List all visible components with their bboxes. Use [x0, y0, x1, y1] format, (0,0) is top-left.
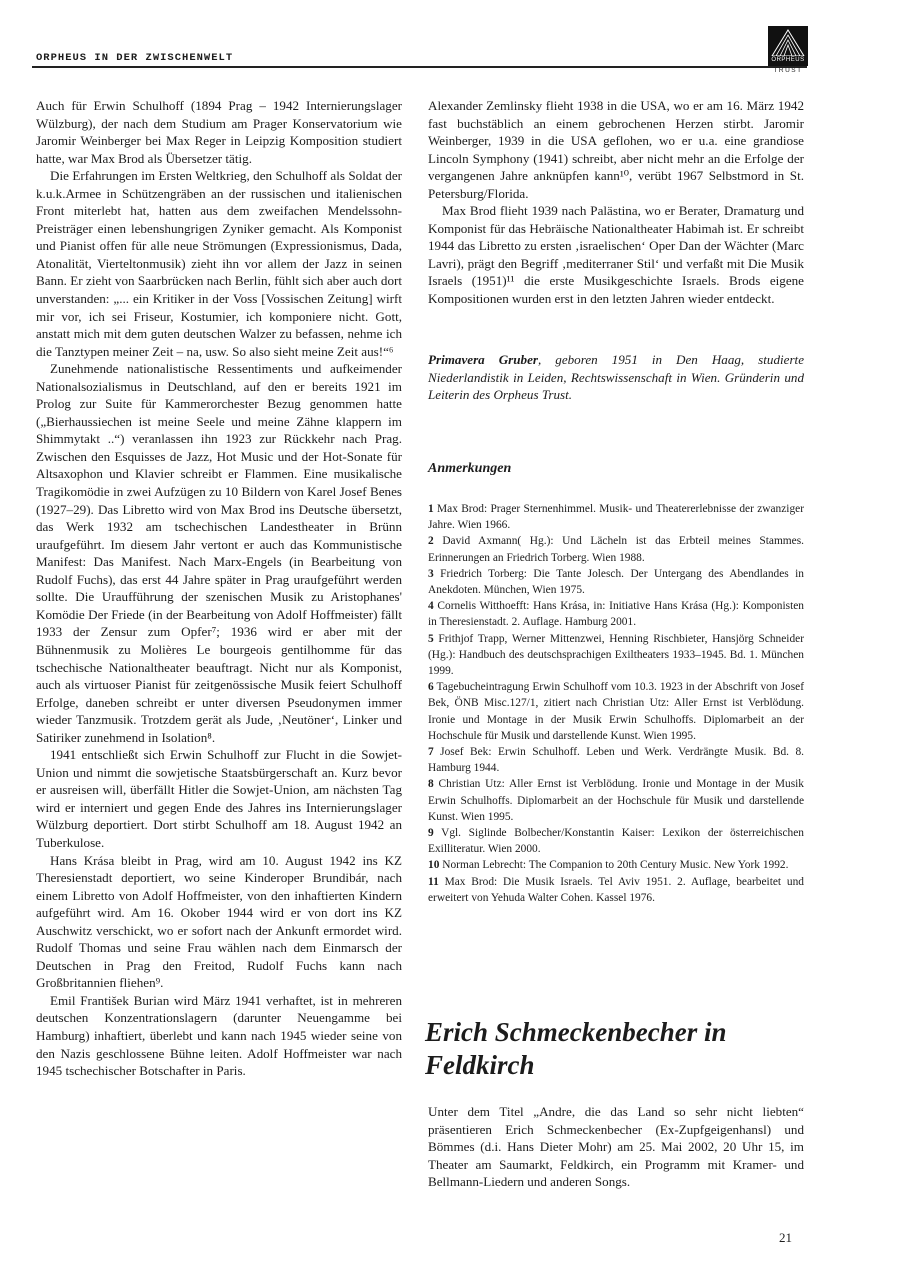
note-text: Frithjof Trapp, Werner Mittenzwei, Henning Rischbieter, Hansjörg Schneider (Hg.): Handbuch des deutschsprachigen Exiltheaters 1933–1945. Bd. 1. München 1999. [428, 632, 804, 678]
note-item [428, 825, 804, 857]
note-number: 2 [428, 535, 434, 548]
left-column [36, 97, 402, 1080]
note-text: Cornelis Witthoefft: Hans Krása, in: Initiative Hans Krása (Hg.): Komponisten in Theresienstadt. 2. Auflage. Hamburg 2001. [428, 600, 804, 629]
author-bio: , geboren 1951 in Den Haag, studierte Niederlandistik in Leiden, Rechtswissenschaft in Wien. Gründerin und Leiterin des Orpheus Trust. [428, 352, 805, 403]
paragraph: Zunehmende nationalistische Ressentiments und aufkeimender Nationalsozialismus in Deutschland, auf den er bereits 1921 im Prolog zur Suite für Kammerorchester Bezug genommen hatte („Bierhaussiechen ist meine Seele und meine Zähne klappern im Shimmytakt ..“) veranlassen ihn 1923 zur Rückkehr nach Prag. Zwischen den Esquisses de Jazz, Hot Music und der Hot-Sonate für Altsaxophon und Klavier schreibt er Flammen. Eine musikalische Tragikomödie in zwei Aufzügen zu 10 Bildern von Karel Josef Benes (1927–29). Das Libretto wird von Max Brod ins Deutsche übersetzt, das Werk 1932 am tschechischen Landestheater in Brünn uraufgeführt. Im diesem Jahr vertont er auch das Kommunistische Manifest: Das Manifest. Nach Marx-Engels (in Bearbeitung von Rudolf Fuchs), das erst 44 Jahre später in Prag uraufgeführt werden sollte. Die Uraufführung der szenischen Musik zu Aristophanes' Komödie Der Friede (in der Bearbeitung von Adolf Hoffmeister) fällt 1933 der Zensur zum Opfer⁷; 1936 wird er aber mit der Bühnenmusik zu Molières Le bourgeois gentilhomme für das tschechische Nationaltheater beauftragt. Nicht nur als Komponist, auch als virtuoser Pianist für zeitgenössische Musik feiert Schulhoff Erfolge, daneben schreibt er unter diversen Pseudonymen immer wieder Tanzmusik. Trotzdem gerät als Jude, ‚Neutöner‘, Linker und Satiriker zunehmend in Isolation⁸. [36, 361, 402, 745]
note-text: Tagebucheintragung Erwin Schulhoff vom 10.3. 1923 in der Abschrift von Josef Bek, ÖNB Misc.127/1, zitiert nach Christian Utz: Aller Ernst ist Verblödung. Ironie und Montage in der Musik Erwin Schulhoffs. Diplomarbeit an der Hochschule für Musik und darstellende Kunst. Wien 1995. [428, 681, 804, 742]
note-item [428, 501, 804, 533]
note-number: 3 [428, 567, 434, 580]
paragraph: Max Brod flieht 1939 nach Palästina, wo er Berater, Dramaturg und Komponist für das Hebräische Nationaltheater Habimah ist. Er schreibt 1944 das Libretto zu ersten ‚israelischen‘ Oper Dan der Wächter (Marc Lavri), prägt den Begriff ‚mediterraner Stil‘ und verfaßt mit Die Musik Israels (1951)¹¹ die erste Musikgeschichte Israels. Brods eigene Kompositionen wurden erst in den letzten Jahren wieder entdeckt. [428, 203, 804, 307]
paragraph: Emil František Burian wird März 1941 verhaftet, ist in mehreren deutschen Konzentrationslagern (darunter Neuengamme bei Hamburg) inhaftiert, überlebt und kann nach 1945 wieder seine von den Nazis geschlossene Bühne leiten. Adolf Hoffmeister war nach 1945 tschechischer Botschafter in Paris. [36, 992, 402, 1079]
note-text: Norman Lebrecht: The Companion to 20th Century Music. New York 1992. [439, 859, 789, 872]
paragraph: Die Erfahrungen im Ersten Weltkrieg, den Schulhoff als Soldat der k.u.k.Armee in Schützengräben an der russischen und italienischen Front miterlebt hat, hatten aus dem zweifachen Mendelssohn-Preisträger einen lebenshungrigen Zyniker gemacht. Als Komponist und Pianist offen für alle neue Strömungen (Expressionismus, Dada, Atonalität, Vierteltonmusik) zieht ihn vor allem der Jazz in seinen Bann. Er zieht von Saarbrücken nach Berlin, fühlt sich aber auch dort unverstanden: „... ein Kritiker in der Voss [Vossischen Zeitung] wirft mir vor, ich sei Friseur, Kostumier, ich komponiere nicht. Gott, anstatt mich mit dem guten deutschen Walzer zu befassen, nehme ich die Tanztypen meiner Zeit – na, usw. So also sieht meine Zeit aus!“⁶ [36, 168, 402, 359]
header-rule [32, 66, 807, 68]
note-number: 1 [428, 503, 434, 515]
note-item [428, 776, 804, 825]
note-item [428, 857, 804, 873]
note-number: 9 [428, 827, 434, 840]
note-item [428, 679, 804, 744]
section-title: Erich Schmeckenbecher in Feldkirch [425, 1017, 727, 1080]
author-name: Primavera Gruber [428, 352, 539, 367]
note-number: 11 [428, 875, 439, 888]
logo-subtitle: TRUST [773, 67, 803, 74]
notes-list [428, 501, 804, 906]
orpheus-trust-logo [766, 26, 810, 80]
note-text: Max Brod: Die Musik Israels. Tel Aviv 1951. 2. Auflage, bearbeitet und erweitert von Yehuda Walter Cohen. Kassel 1976. [428, 875, 804, 904]
running-header: ORPHEUS IN DER ZWISCHENWELT [36, 52, 234, 64]
notes-heading: Anmerkungen [428, 461, 512, 476]
note-text: Max Brod: Prager Sternenhimmel. Musik- und Theatererlebnisse der zwanziger Jahre. Wien 1966. [428, 503, 804, 532]
paragraph: Auch für Erwin Schulhoff (1894 Prag – 1942 Internierungslager Wülzburg), der nach dem Studium am Prager Konservatorium wie Jaromir Weinberger bei Max Reger in Leipzig Komposition studiert hatte, war Max Brod als Übersetzer tätig. [36, 98, 402, 166]
note-text: Josef Bek: Erwin Schulhoff. Leben und Werk. Verdrängte Musik. Bd. 8. Hamburg 1944. [428, 746, 804, 775]
note-number: 7 [428, 746, 434, 759]
note-number: 5 [428, 632, 434, 645]
note-number: 8 [428, 778, 434, 791]
note-item [428, 874, 804, 906]
paragraph: Hans Krása bleibt in Prag, wird am 10. August 1942 ins KZ Theresienstadt deportiert, wo seine Kinderoper Brundibár, nach einem Libretto von Adolf Hoffmeister, von den inhaftierten Kindern aufgeführt wird. Am 16. Okober 1944 wird er von dort ins KZ Auschwitz verschickt, wo er sofort nach der Ankunft ermordet wird. Rudolf Thomas und seine Frau wählen nach dem Einmarsch der Deutschen in Prag den Freitod, Rudolf Fuchs kann nach Großbritannien fliehen⁹. [36, 852, 402, 991]
note-text: Christian Utz: Aller Ernst ist Verblödung. Ironie und Montage in der Musik Erwin Schulhoffs. Diplomarbeit an der Hochschule für Musik und darstellende Kunst. Wien 1995. [428, 778, 804, 823]
note-item [428, 533, 804, 565]
right-column-body [428, 97, 804, 308]
note-item [428, 631, 804, 680]
note-number: 4 [428, 600, 434, 613]
logo-band: ORPHEUS [768, 56, 808, 64]
paragraph: Alexander Zemlinsky flieht 1938 in die USA, wo er am 16. März 1942 fast buchstäblich an einem gebrochenen Herzen stirbt. Jaromir Weinberger, 1939 in die USA geflohen, wo er u.a. eine grandiose Lincoln Symphony (1941) schreibt, aber nicht mehr an die Erfolge der vergangenen Jahre anknüpfen kann¹⁰, verübt 1967 Selbstmord in St. Petersburg/Florida. [428, 98, 804, 201]
note-number: 10 [428, 859, 440, 872]
paragraph: 1941 entschließt sich Erwin Schulhoff zur Flucht in die Sowjet-Union und nimmt die sowjetische Staatsbürgerschaft an. Kurz bevor er ausreisen will, überfällt Hitler die Sowjet-Union, am nächsten Tag wird er interniert und gegen Ende des Jahres ins Internierungslager Wülzburg deportiert. Dort stirbt Schulhoff am 18. August 1942 an Tuberkulose. [36, 747, 402, 850]
page-number: 21 [779, 1230, 792, 1245]
section-text: Unter dem Titel „Andre, die das Land so sehr nicht liebten“ präsentieren Erich Schmeckenbecher (Ex-Zupfgeigenhansl) und Bömmes (d.i. Hans Dieter Mohr) am 25. Mai 2002, 20 Uhr 15, im Theater am Saumarkt, Feldkirch, ein Programm mit Kramer- und Bellmann-Liedern und anderen Songs. [428, 1104, 804, 1190]
author-note [428, 351, 804, 404]
note-number: 6 [428, 681, 434, 694]
note-text: Vgl. Siglinde Bolbecher/Konstantin Kaiser: Lexikon der österreichischen Exilliteratur. Wien 2000. [428, 827, 804, 856]
note-item [428, 566, 804, 598]
note-text: Friedrich Torberg: Die Tante Jolesch. Der Untergang des Abendlandes in Anekdoten. München, Wien 1975. [428, 567, 804, 597]
note-item [428, 744, 804, 776]
note-text: David Axmann( Hg.): Und Lächeln ist das Erbteil meines Stammes. Erinnerungen an Friedrich Torberg. Wien 1988. [428, 535, 804, 564]
note-item [428, 598, 804, 630]
